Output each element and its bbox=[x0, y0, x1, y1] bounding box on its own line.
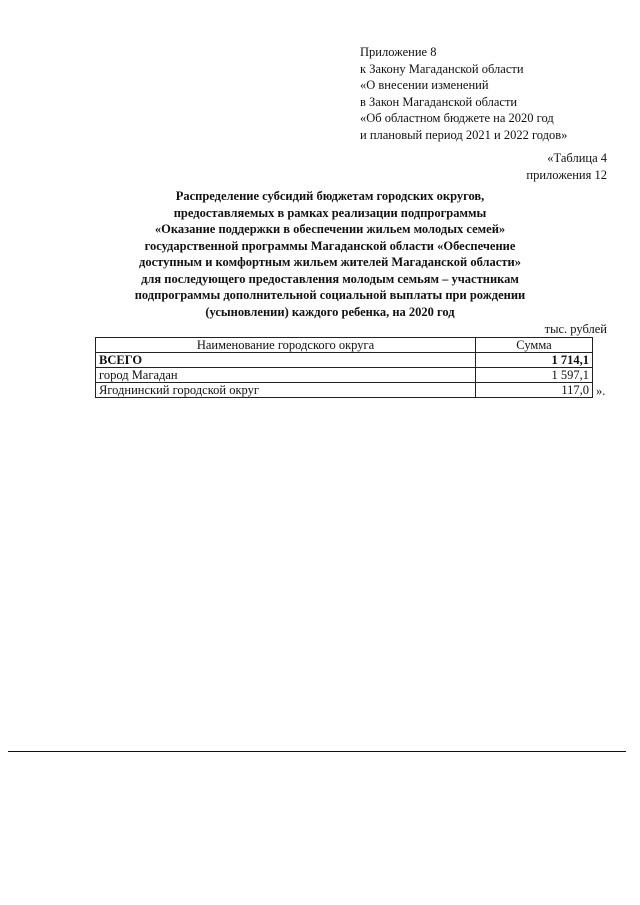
subsidy-table bbox=[95, 337, 593, 398]
bottom-divider bbox=[8, 751, 626, 752]
table-reference-line: «Таблица 4 bbox=[547, 151, 607, 165]
title-line: Распределение субсидий бюджетам городских округов, bbox=[175, 189, 485, 203]
title-line: предоставляемых в рамках реализации подпрограммы bbox=[173, 205, 487, 220]
appendix-line: к Закону Магаданской области bbox=[360, 61, 524, 76]
appendix-line: «Об областном бюджете на 2020 год bbox=[360, 111, 554, 125]
title-line: (усыновлении) каждого ребенка, на 2020 год bbox=[205, 304, 455, 319]
table-row-total bbox=[96, 353, 593, 368]
title-line: «Оказание поддержки в обеспечении жильем молодых семей» bbox=[154, 222, 506, 236]
table-row bbox=[96, 368, 593, 383]
row-name: ВСЕГО bbox=[96, 353, 476, 368]
appendix-line: Приложение 8 bbox=[360, 45, 437, 59]
title-line: подпрограммы дополнительной социальной выплаты при рождении bbox=[134, 288, 526, 302]
table-header-row bbox=[96, 338, 593, 353]
column-header-amount: Сумма bbox=[476, 338, 593, 353]
appendix-line: «О внесении изменений bbox=[360, 78, 489, 92]
row-amount: 1 597,1 bbox=[476, 368, 593, 383]
row-name: Ягоднинский городской округ bbox=[96, 383, 476, 398]
appendix-line: и плановый период 2021 и 2022 годов» bbox=[360, 127, 568, 142]
document-title bbox=[100, 188, 560, 320]
table-row bbox=[96, 383, 593, 398]
row-amount: 117,0 bbox=[476, 383, 593, 398]
title-line: для последующего предоставления молодым семьям – участникам bbox=[141, 271, 519, 286]
row-name: город Магадан bbox=[96, 368, 476, 383]
title-line: доступным и комфортным жильем жителей Магаданской области» bbox=[139, 255, 521, 269]
column-header-name: Наименование городского округа bbox=[96, 338, 476, 353]
row-amount: 1 714,1 bbox=[476, 353, 593, 368]
closing-quote-mark: ». bbox=[596, 384, 606, 398]
appendix-header bbox=[360, 44, 567, 143]
appendix-line: в Закон Магаданской области bbox=[360, 94, 518, 109]
title-line: государственной программы Магаданской области «Обеспечение bbox=[144, 238, 516, 253]
units-label: тыс. рублей bbox=[544, 322, 607, 336]
table-reference bbox=[526, 150, 607, 183]
table-reference-line: приложения 12 bbox=[526, 167, 607, 182]
